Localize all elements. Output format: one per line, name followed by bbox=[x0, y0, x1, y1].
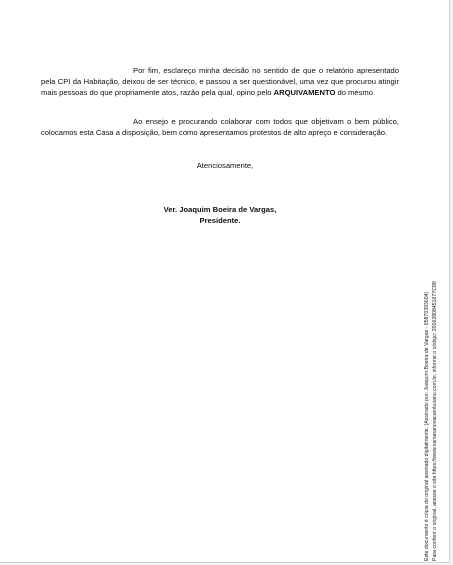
paragraph-closing-text: Ao ensejo e procurando colaborar com todos que objetivam o bem público, colocamos esta Casa a disposição, bem como apresentamos protestos de alto apreço e consideração. bbox=[41, 117, 399, 137]
margin-note-digital-signature: Este documento é cópia do original assinado digitalmente. (Assinado por: Joaquim Boeira de Vargas - 05870393604) bbox=[424, 291, 430, 561]
paragraph-decision-end: do mesmo. bbox=[337, 87, 376, 97]
paragraph-decision-text: Por fim, esclareço minha decisão no sentido de que o relatório apresentado pela CPI da Habitação, deixou de ser técnico, e passou a ser questionável, uma vez que procurou atingir mais pessoas do que propriamente atos, razão pela qual, opino pelo bbox=[41, 66, 399, 97]
signature-name: Ver. Joaquim Boeira de Vargas, bbox=[163, 205, 277, 214]
closing-salutation: Atenciosamente, bbox=[196, 161, 254, 170]
paragraph-decision bbox=[41, 66, 399, 99]
margin-note-verification: Para conferir o original, acesse o site https://www.camaranovacambuianu.com.br, informe o código: 20062808451677C89 bbox=[432, 281, 438, 561]
paragraph-decision-bold: ARQUIVAMENTO bbox=[273, 87, 336, 97]
paragraph-closing bbox=[41, 117, 399, 139]
signature-title: Presidente. bbox=[199, 216, 241, 225]
